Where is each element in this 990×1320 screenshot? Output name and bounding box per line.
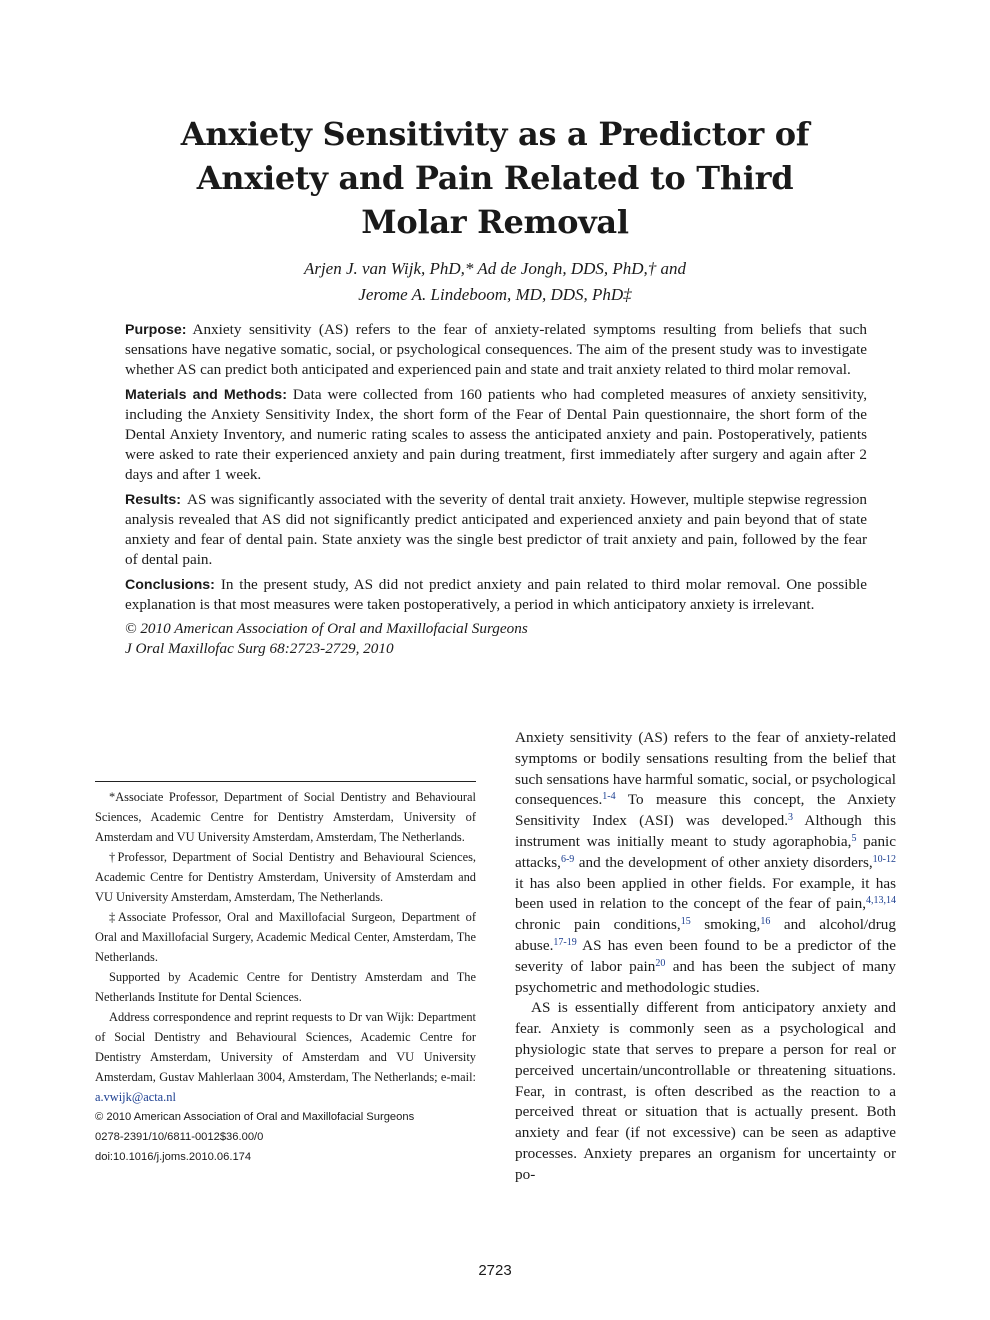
citation-link[interactable]: 6-9 — [560, 853, 575, 865]
author-line: Jerome A. Lindeboom, MD, DDS, PhD‡ — [358, 285, 632, 304]
citation-link[interactable]: 15 — [680, 916, 691, 928]
footnote-issn: 0278-2391/10/6811-0012$36.00/0 — [95, 1131, 264, 1143]
author-line: Arjen J. van Wijk, PhD,* Ad de Jongh, DDS, PhD,† and — [303, 259, 687, 278]
body-text-run: Anxiety sensitivity (AS) refers to the fear of anxiety-related symptoms or bodily sensations resulting from the belief that such sensations have harmful somatic, social, or psychological consequences. — [515, 729, 896, 809]
conclusions-label: Conclusions: — [125, 576, 215, 593]
body-text-run: chronic pain conditions, — [515, 916, 681, 934]
abstract-results — [125, 490, 867, 570]
footnote-affiliation-2: †Professor, Department of Social Dentistry and Behavioural Sciences, Academic Centre for Dentistry Amsterdam, University of Amsterdam and VU University Amsterdam, Amsterdam, The Netherlands. — [95, 850, 476, 904]
page-number: 2723 — [478, 1262, 512, 1279]
body-text-run: AS has even been found to be a predictor of the severity of labor pain — [515, 936, 896, 975]
citation-link[interactable]: 17-19 — [553, 936, 577, 948]
methods-text: Data were collected from 160 patients who had completed measures of anxiety sensitivity, including the Anxiety Sensitivity Index, the short form of the Fear of Dental Pain questionnaire, the short form of the Dental Anxiety Inventory, and numeric rating scales to assess the anticipated anxiety and pain. Postoperatively, patients were asked to rate their experienced anxiety and pain during treatment, first immediately after surgery and again after 2 days and after 1 week. — [125, 385, 867, 484]
citation-link[interactable]: 10-12 — [872, 853, 896, 865]
body-paragraph: AS is essentially different from anticipatory anxiety and fear. Anxiety is commonly seen as a psychological and physiologic state that serves to prepare a person for real or perceived uncertain/uncontrollable or threatening situations. Fear, in contrast, is often described as the reaction to a perceived threat or situation that is actually present. Both anxiety and fear (if not excessive) can be seen as adaptive processes. Anxiety prepares an organism for uncertainty or po- — [515, 999, 896, 1183]
body-text-run: and the development of other anxiety disorders, — [574, 853, 873, 871]
email-link[interactable]: a.vwijk@acta.nl — [95, 1090, 176, 1104]
citation-link[interactable]: 5 — [851, 832, 857, 844]
body-text-run: it has also been applied in other fields. For example, it has been used in relation to the concept of the fear of pain, — [515, 874, 896, 913]
title-line: Anxiety and Pain Related to Third — [196, 159, 794, 197]
body-text-run: and alcohol/drug abuse. — [515, 916, 896, 954]
abstract-methods — [125, 385, 867, 485]
address-text: Address correspondence and reprint requests to Dr van Wijk: Department of Social Dentistry and Behavioural Sciences, Academic Centre for Dentistry Amsterdam, University of Amsterdam and VU University Amsterdam, Gustav Mahlerlaan 3004, Amsterdam, The Netherlands; e-mail: — [95, 1010, 476, 1084]
footnote-affiliation-3: ‡Associate Professor, Oral and Maxillofacial Surgeon, Department of Oral and Maxillofacial Surgery, Academic Medical Center, Amsterdam, The Netherlands. — [95, 910, 476, 964]
results-text: AS was significantly associated with the severity of dental trait anxiety. However, multiple stepwise regression analysis revealed that AS did not significantly predict anticipated and experienced anxiety and pain beyond that of state anxiety and fear of dental pain. State anxiety was the single best predictor of trait anxiety and pain, followed by the fear of dental pain. — [125, 490, 867, 569]
footnote-copyright: © 2010 American Association of Oral and Maxillofacial Surgeons — [95, 1111, 415, 1123]
results-label: Results: — [125, 491, 181, 508]
body-text-run: panic attacks, — [515, 832, 896, 871]
title-line: Anxiety Sensitivity as a Predictor of — [180, 115, 810, 153]
purpose-text: Anxiety sensitivity (AS) refers to the fear of anxiety-related symptoms resulting from beliefs that such sensations have negative somatic, social, or psychological consequences. The aim of the present study was to investigate whether AS can predict both anticipated and experienced pain and state and trait anxiety related to third molar removal. — [125, 321, 867, 379]
conclusions-text: In the present study, AS did not predict anxiety and pain related to third molar removal. One possible explanation is that most measures were taken postoperatively, a period in which anticipatory anxiety is irrelevant. — [125, 575, 867, 613]
journal-citation: J Oral Maxillofac Surg 68:2723-2729, 2010 — [125, 640, 394, 658]
body-paragraph — [515, 728, 896, 998]
body-text-run: To measure this concept, the Anxiety Sensitivity Index (ASI) was developed. — [515, 791, 896, 830]
title-line: Molar Removal — [361, 203, 629, 241]
body-text-run: Although this instrument was initially meant to study agoraphobia, — [515, 812, 896, 850]
citation-link[interactable]: 4,13,14 — [866, 895, 896, 907]
footnote-address — [95, 1007, 476, 1107]
methods-label: Materials and Methods: — [125, 386, 287, 403]
body-column — [515, 728, 896, 1186]
article-title — [100, 112, 890, 244]
abstract-conclusions — [125, 575, 867, 615]
body-text-run: smoking, — [690, 916, 761, 934]
citation-link[interactable]: 20 — [655, 957, 666, 969]
citation-link[interactable]: 16 — [760, 916, 771, 928]
abstract — [125, 320, 867, 660]
purpose-label: Purpose: — [125, 322, 187, 338]
abstract-copyright: © 2010 American Association of Oral and Maxillofacial Surgeons — [125, 620, 528, 638]
footnote-support: Supported by Academic Centre for Dentistry Amsterdam and The Netherlands Institute for Dental Sciences. — [95, 970, 476, 1004]
footnotes — [95, 781, 476, 1167]
citation-link[interactable]: 1-4 — [602, 791, 616, 803]
abstract-purpose — [125, 320, 867, 380]
author-list — [120, 256, 870, 308]
footnote-affiliation-1: *Associate Professor, Department of Social Dentistry and Behavioural Sciences, Academic Centre for Dentistry Amsterdam, University of Amsterdam and VU University Amsterdam, Amsterdam, The Netherlands. — [95, 790, 476, 844]
citation-link[interactable]: 3 — [788, 812, 793, 824]
footnote-doi: doi:10.1016/j.joms.2010.06.174 — [95, 1151, 252, 1163]
body-text-run: and has been the subject of many psychometric and methodologic studies. — [515, 957, 896, 996]
